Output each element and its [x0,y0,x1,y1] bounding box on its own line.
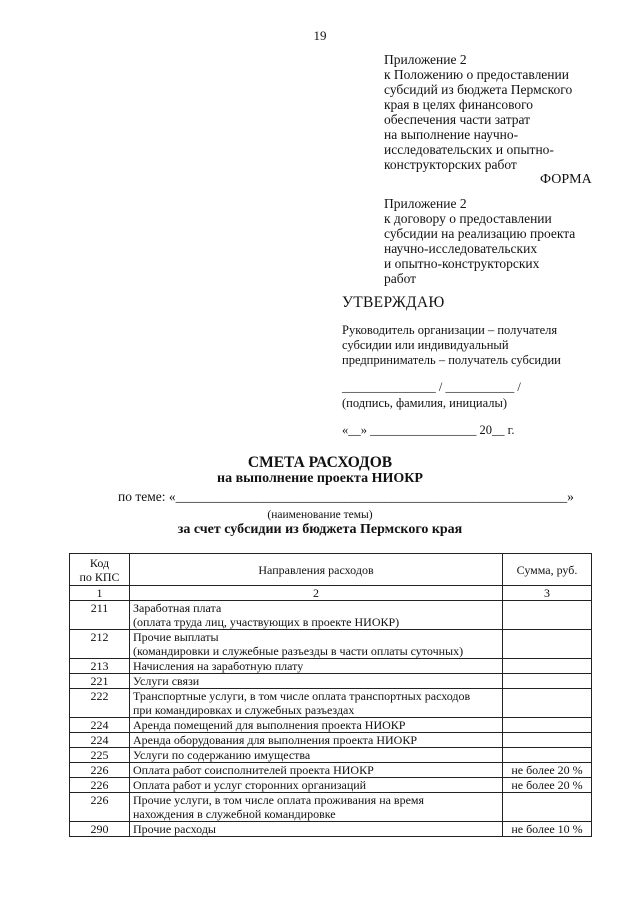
row-direction: Прочие расходы [130,822,503,837]
topic-field[interactable]: по теме: «__________________________________________________________» [118,489,574,504]
row-sum-field[interactable]: не более 10 % [503,822,592,837]
row-code: 226 [70,763,130,778]
row-direction: Услуги связи [130,674,503,689]
header-direction: Направления расходов [130,554,503,586]
header-code: Код по КПС [70,554,130,586]
row-sum-field[interactable] [503,748,592,763]
row-code: 224 [70,733,130,748]
row-code: 211 [70,601,130,630]
table-row [70,689,592,718]
table-row [70,718,592,733]
row-direction: Прочие услуги, в том числе оплата проживания на время нахождения в служебной командировке [130,793,503,822]
table-row [70,748,592,763]
estimate-subtitle: на выполнение проекта НИОКР [217,471,423,486]
col-number: 1 [70,586,130,601]
page-number: 19 [313,28,327,43]
row-direction: Заработная плата (оплата труда лиц, участвующих в проекте НИОКР) [130,601,503,630]
row-code: 290 [70,822,130,837]
estimate-title: СМЕТА РАСХОДОВ [247,454,393,471]
row-code: 213 [70,659,130,674]
appendix-regulation-block [384,52,624,172]
row-sum-field[interactable] [503,793,592,822]
appendix-line: края в целях финансового [384,97,534,112]
row-sum-field[interactable] [503,733,592,748]
table-row [70,793,592,822]
col-number: 2 [130,586,503,601]
signature-field[interactable]: _______________ / ___________ / [342,380,521,394]
appendix-contract-block [384,196,624,286]
approval-line: субсидии или индивидуальный [342,338,509,352]
budget-table [69,553,592,837]
row-direction: Транспортные услуги, в том числе оплата транспортных расходов при командировках и служебных разъездах [130,689,503,718]
appendix-line: научно-исследовательских [384,241,538,256]
row-sum-field[interactable] [503,601,592,630]
row-code: 226 [70,778,130,793]
row-direction: Прочие выплаты (командировки и служебные разъезды в части оплаты суточных) [130,630,503,659]
date-field[interactable]: «__» _________________ 20__ г. [342,423,515,437]
row-sum-field[interactable] [503,674,592,689]
signature-caption: (подпись, фамилия, инициалы) [342,396,508,410]
funding-source: за счет субсидии из бюджета Пермского края [177,522,463,537]
col-number: 3 [503,586,592,601]
row-sum-field[interactable] [503,659,592,674]
appendix-line: субсидии на реализацию проекта [384,226,576,241]
table-row [70,822,592,837]
table-header-row [70,554,592,586]
row-sum-field[interactable] [503,689,592,718]
appendix-line: к Положению о предоставлении [384,67,569,82]
table-row [70,674,592,689]
approval-title: УТВЕРЖДАЮ [342,294,445,311]
appendix-line: к договору о предоставлении [384,211,552,226]
table-row [70,659,592,674]
row-sum-field[interactable]: не более 20 % [503,763,592,778]
row-sum-field[interactable] [503,718,592,733]
row-sum-field[interactable] [503,630,592,659]
row-direction: Аренда помещений для выполнения проекта НИОКР [130,718,503,733]
table-row [70,733,592,748]
approval-line: предприниматель – получатель субсидии [342,353,561,367]
approval-text [342,323,602,368]
appendix-line: и опытно-конструкторских [384,256,540,271]
appendix-line: конструкторских работ [384,157,517,172]
appendix-line: на выполнение научно- [384,127,519,142]
approval-line: Руководитель организации – получателя [342,323,558,337]
appendix-line: исследовательских и опытно- [384,142,554,157]
header-sum: Сумма, руб. [503,554,592,586]
row-code: 222 [70,689,130,718]
row-direction: Начисления на заработную плату [130,659,503,674]
row-code: 212 [70,630,130,659]
appendix-line: Приложение 2 [384,196,467,211]
row-code: 224 [70,718,130,733]
appendix-line: Приложение 2 [384,52,467,67]
row-sum-field[interactable]: не более 20 % [503,778,592,793]
table-row [70,601,592,630]
row-direction: Оплата работ и услуг сторонних организаций [130,778,503,793]
topic-caption: (наименование темы) [267,509,373,521]
row-code: 226 [70,793,130,822]
form-label: ФОРМА [540,172,592,187]
row-direction: Оплата работ соисполнителей проекта НИОКР [130,763,503,778]
row-direction: Аренда оборудования для выполнения проекта НИОКР [130,733,503,748]
table-row [70,630,592,659]
row-direction: Услуги по содержанию имущества [130,748,503,763]
budget-rows [70,601,592,837]
table-row [70,778,592,793]
appendix-line: субсидий из бюджета Пермского [384,82,573,97]
row-code: 221 [70,674,130,689]
row-code: 225 [70,748,130,763]
appendix-line: обеспечения части затрат [384,112,531,127]
column-number-row [70,586,592,601]
table-row [70,763,592,778]
appendix-line: работ [384,271,417,286]
